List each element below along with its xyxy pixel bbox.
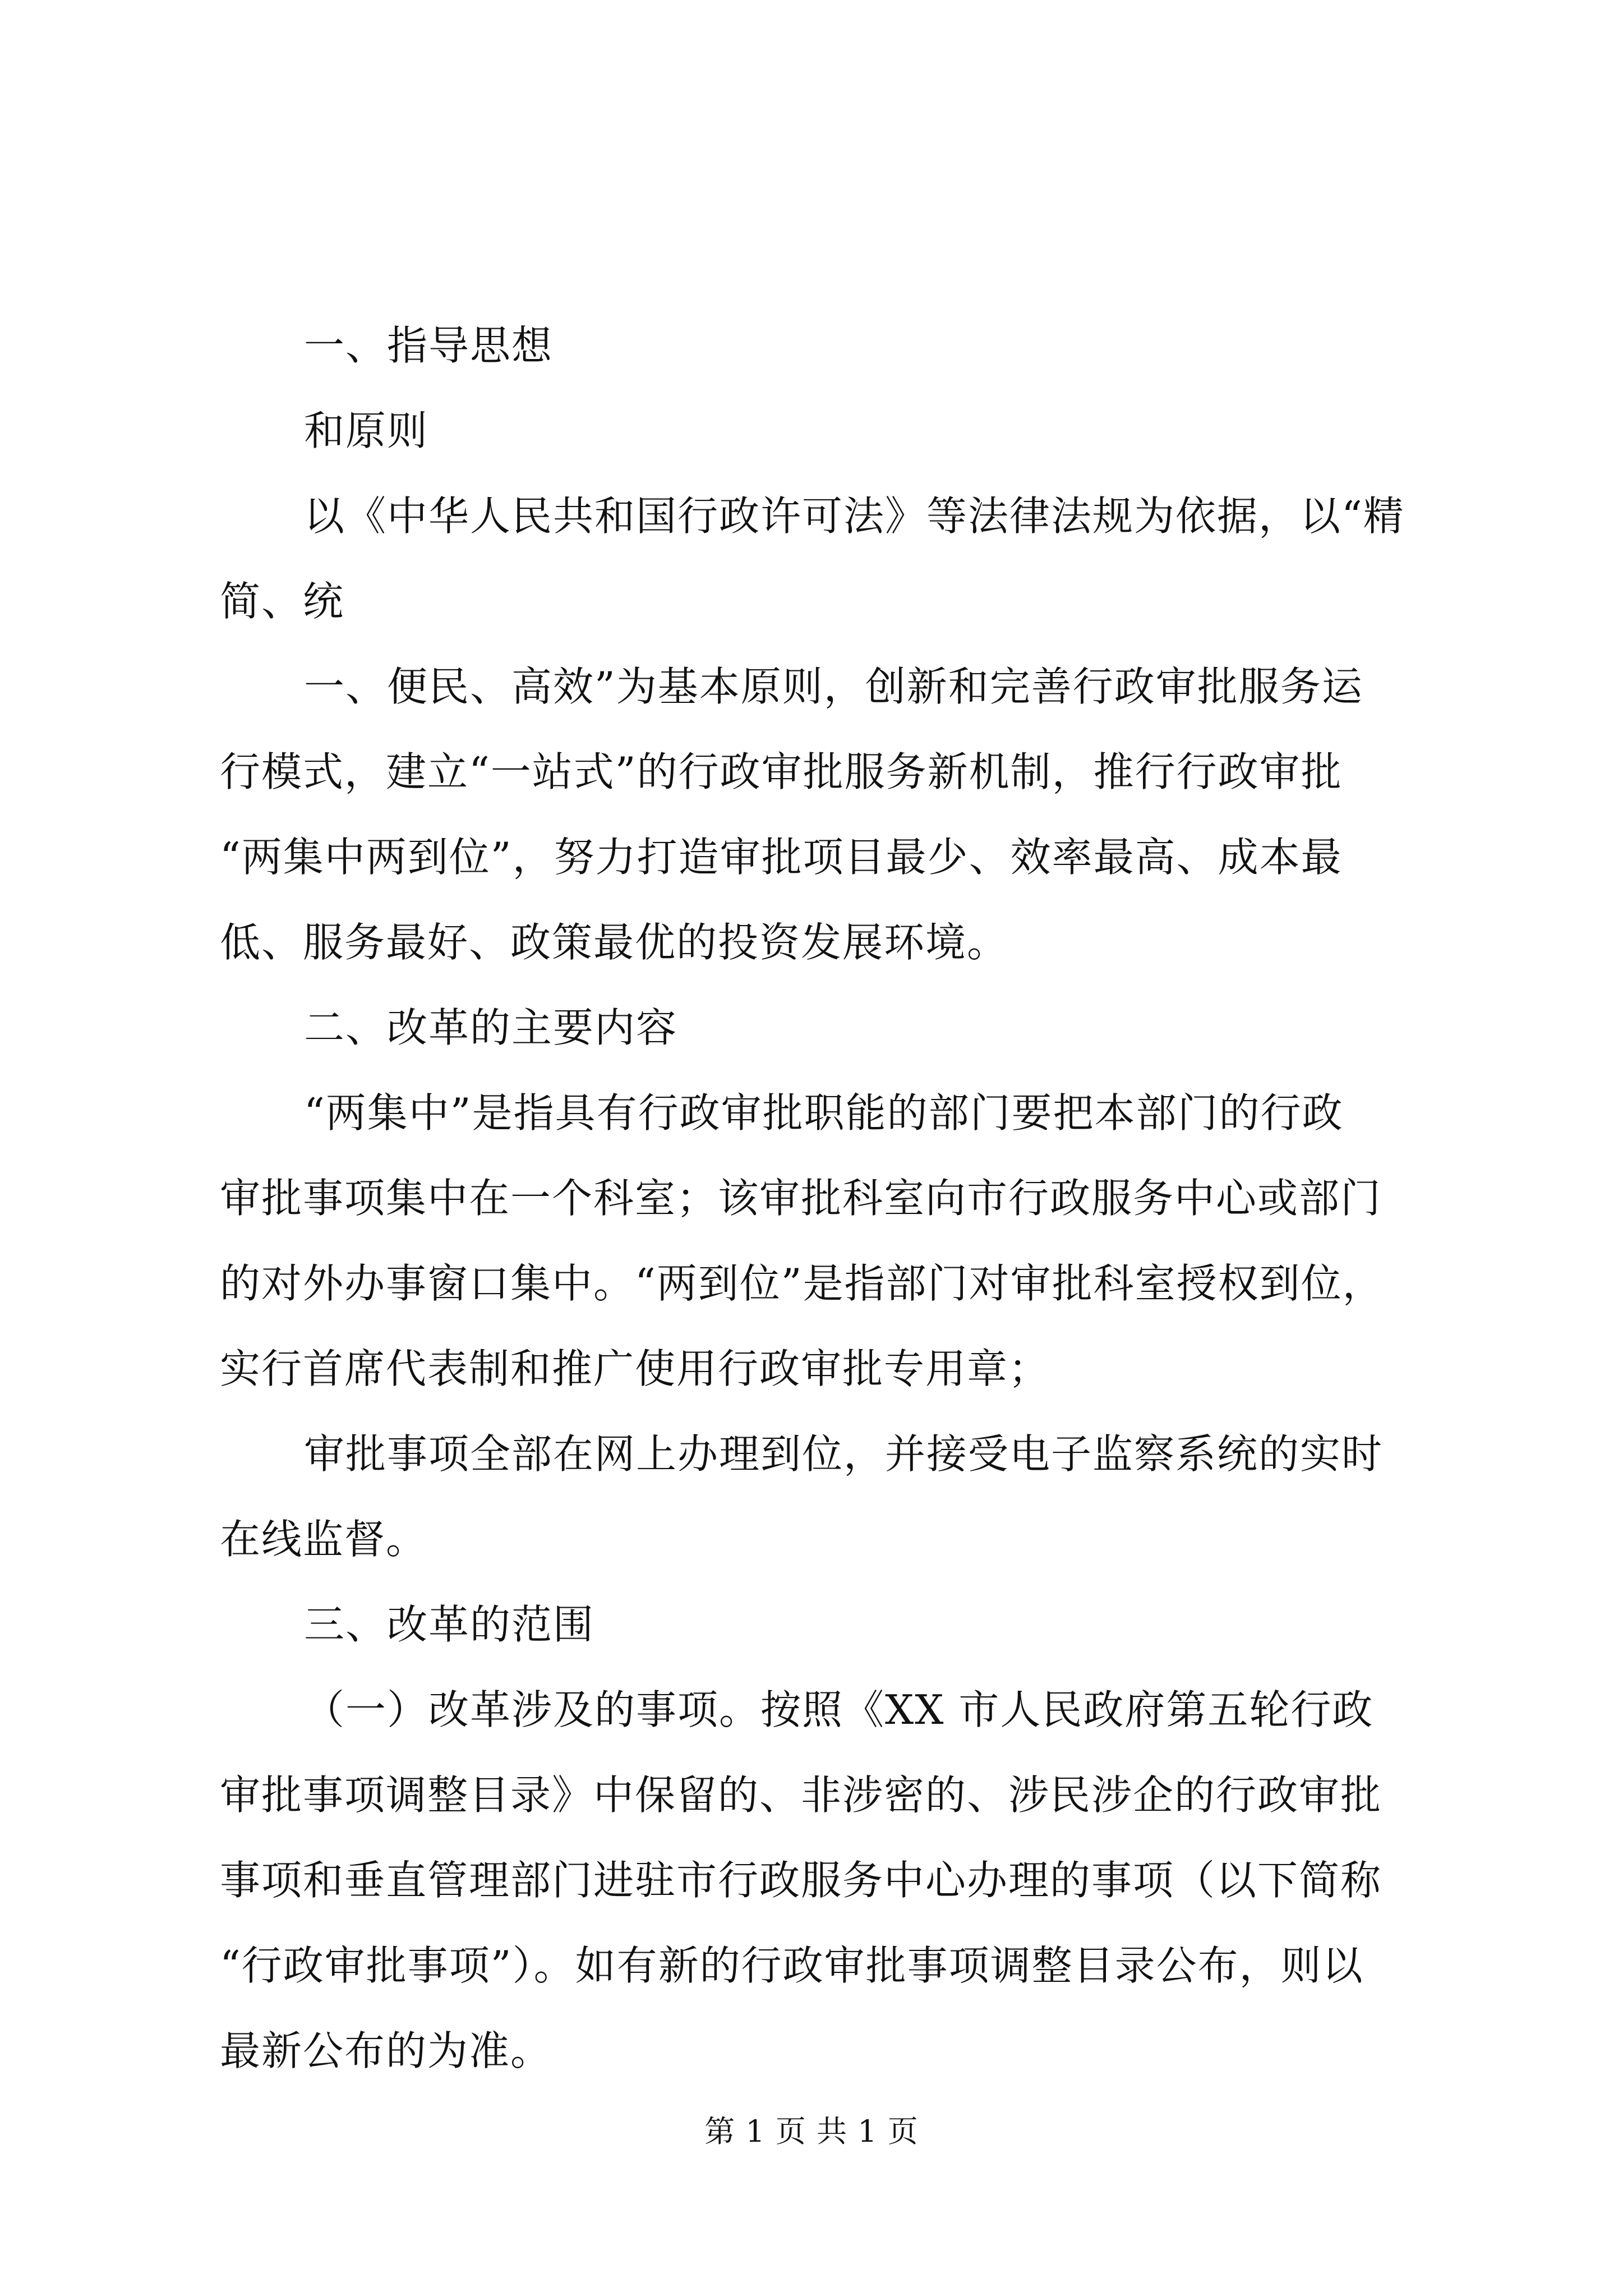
paragraph-line: “两集中”是指具有行政审批职能的部门要把本部门的行政 [304,1089,1344,1137]
heading-continuation: 和原则 [304,407,429,454]
page-number-footer: 第 1 页 共 1 页 [704,2114,919,2149]
paragraph-line: 审批事项调整目录》中保留的、非涉密的、涉民涉企的行政审批 [220,1772,1382,1819]
heading-reform-scope: 三、改革的范围 [304,1601,595,1648]
paragraph-line: 一、便民、高效”为基本原则，创新和完善行政审批服务运 [304,663,1363,710]
paragraph-line: 审批事项集中在一个科室；该审批科室向市行政服务中心或部门 [220,1175,1382,1222]
paragraph-line: 审批事项全部在网上办理到位，并接受电子监察系统的实时 [304,1430,1384,1478]
heading-main-content: 二、改革的主要内容 [304,1004,678,1051]
paragraph-line: 实行首席代表制和推广使用行政审批专用章； [220,1345,1050,1392]
paragraph-line: 事项和垂直管理部门进驻市行政服务中心办理的事项（以下简称 [220,1857,1382,1904]
paragraph-line: 的对外办事窗口集中。“两到位”是指部门对审批科室授权到位， [220,1260,1384,1307]
heading-guiding-thought: 一、指导思想 [304,322,554,369]
paragraph-line: （一）改革涉及的事项。按照《XX 市人民政府第五轮行政 [304,1686,1374,1733]
paragraph-line: “两集中两到位”，努力打造审批项目最少、效率最高、成本最 [220,834,1343,881]
document-body [220,303,1424,2093]
paragraph-line: 行模式，建立“一站式”的行政审批服务新机制，推行行政审批 [220,748,1343,795]
paragraph-line: 简、统 [220,578,345,625]
paragraph-line: 以《中华人民共和国行政许可法》等法律法规为依据，以“精 [304,493,1405,540]
paragraph-line: “行政审批事项”）。如有新的行政审批事项调整目录公布，则以 [220,1942,1364,1989]
paragraph-line: 低、服务最好、政策最优的投资发展环境。 [220,919,1009,966]
paragraph-line: 在线监督。 [220,1516,428,1563]
paragraph-line: 最新公布的为准。 [220,2027,552,2074]
